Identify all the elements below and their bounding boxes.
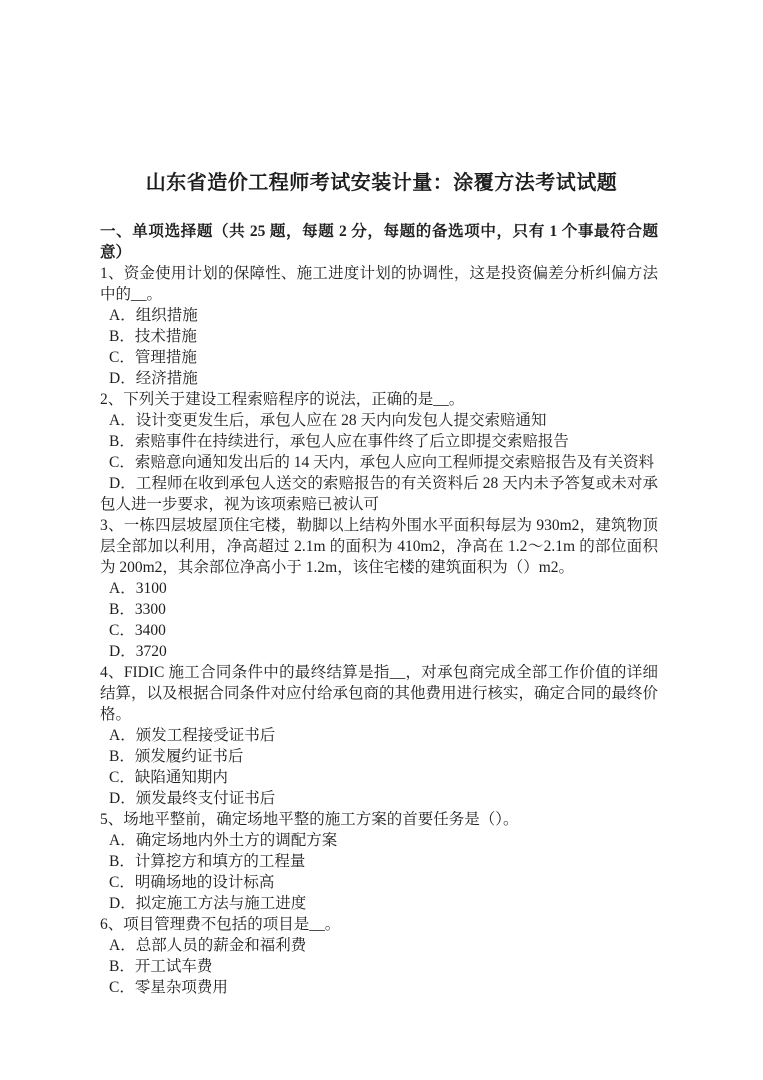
option-label: D． [109,370,136,387]
option-text: 计算挖方和填方的工程量 [134,853,306,870]
question-1-stem [100,263,658,305]
option-text: 组织措施 [135,307,198,324]
section-header: 一、单项选择题（共 25 题，每题 2 分，每题的备选项中，只有 1 个事最符合题意） [100,223,658,261]
option-label: C． [109,349,135,366]
question-6-option-c [100,977,658,998]
option-text: 技术措施 [134,328,197,345]
question-3-option-c [100,620,658,641]
page-title: 山东省造价工程师考试安装计量：涂覆方法考试试题 [145,172,618,194]
option-label: D． [109,643,136,660]
exam-content [100,221,658,998]
question-5 [100,809,658,914]
option-label: C． [109,622,135,639]
question-1-option-a [100,305,658,326]
question-5-option-a [100,830,658,851]
question-1 [100,263,658,389]
option-text: 颁发履约证书后 [134,748,244,765]
question-6-option-a [100,935,658,956]
question-1-number: 1、 [100,265,124,282]
question-5-stem [100,809,658,830]
question-5-number: 5、 [100,811,124,828]
question-2-option-a [100,410,658,431]
option-text: 明确场地的设计标高 [134,874,275,891]
option-label: A． [109,580,136,597]
question-4-text: FIDIC 施工合同条件中的最终结算是指__，对承包商完成全部工作价值的详细结算，以及根据合同条件对应付给承包商的其他费用进行核实，确定合同的最终价格。 [100,664,659,723]
option-text: 总部人员的薪金和福利费 [135,937,307,954]
option-text: 设计变更发生后，承包人应在 28 天内向发包人提交索赔通知 [135,412,547,429]
option-label: A． [109,412,136,429]
question-5-option-c [100,872,658,893]
option-label: B． [109,601,135,618]
question-2-stem [100,389,658,410]
option-text: 3300 [134,601,166,618]
question-1-option-b [100,326,658,347]
option-text: 索赔意向通知发出后的 14 天内，承包人应向工程师提交索赔报告及有关资料 [134,454,655,471]
question-3-option-a [100,578,658,599]
option-label: D． [109,895,136,912]
option-label: B． [109,853,135,870]
option-text: 确定场地内外土方的调配方案 [135,832,338,849]
option-text: 3100 [135,580,167,597]
option-label: B． [109,958,135,975]
option-label: A． [109,937,136,954]
question-1-option-c [100,347,658,368]
question-2-number: 2、 [100,391,124,408]
option-label: B． [109,748,135,765]
question-6-option-b [100,956,658,977]
question-4-option-b [100,746,658,767]
option-text: 工程师在收到承包人送交的索赔报告的有关资料后 28 天内未予答复或未对承包人进一步要求，视为该项索赔已被认可 [100,475,658,513]
question-4-option-a [100,725,658,746]
question-4-number: 4、 [100,664,124,681]
question-2-option-d [100,473,658,515]
question-3-text: 一栋四层坡屋顶住宅楼，勒脚以上结构外围水平面积每层为 930m2，建筑物顶层全部加以利用，净高超过 2.1m 的面积为 410m2，净高在 1.2～2.1m 的部位面积为 200m2，其余部位净高小于 1.2m，该住宅楼的建筑面积为（）m2。 [100,517,658,576]
question-5-option-b [100,851,658,872]
question-5-option-d [100,893,658,914]
question-6-number: 6、 [100,916,124,933]
question-3-option-d [100,641,658,662]
option-label: B． [109,433,135,450]
option-text: 3400 [134,622,166,639]
option-text: 拟定施工方法与施工进度 [135,895,307,912]
question-1-option-d [100,368,658,389]
question-4-stem [100,662,658,725]
option-label: B． [109,328,135,345]
question-5-text: 场地平整前，确定场地平整的施工方案的首要任务是（）。 [123,811,519,828]
option-label: D． [109,475,136,492]
option-label: C． [109,874,135,891]
question-6-text: 项目管理费不包括的项目是__。 [123,916,341,933]
option-label: D． [109,790,136,807]
option-text: 颁发最终支付证书后 [135,790,276,807]
question-1-text: 资金使用计划的保障性、施工进度计划的协调性，这是投资偏差分析纠偏方法中的__。 [100,265,658,303]
option-text: 经济措施 [135,370,198,387]
question-4-option-c [100,767,658,788]
question-6-stem [100,914,658,935]
question-2-text: 下列关于建设工程索赔程序的说法，正确的是__。 [123,391,465,408]
option-label: A． [109,307,136,324]
option-text: 开工试车费 [134,958,213,975]
option-label: C． [109,454,135,471]
question-4-option-d [100,788,658,809]
option-text: 索赔事件在持续进行，承包人应在事件终了后立即提交索赔报告 [134,433,569,450]
option-label: A． [109,832,136,849]
option-label: C． [109,979,135,996]
question-2-option-c [100,452,658,473]
option-label: A． [109,727,136,744]
question-4 [100,662,658,809]
question-6 [100,914,658,998]
question-3-stem [100,515,658,578]
question-3-number: 3、 [100,517,124,534]
option-text: 颁发工程接受证书后 [135,727,276,744]
option-text: 零星杂项费用 [134,979,228,996]
option-label: C． [109,769,135,786]
question-3-option-b [100,599,658,620]
question-2-option-b [100,431,658,452]
option-text: 3720 [135,643,167,660]
question-2 [100,389,658,515]
option-text: 缺陷通知期内 [134,769,228,786]
question-3 [100,515,658,662]
option-text: 管理措施 [134,349,197,366]
